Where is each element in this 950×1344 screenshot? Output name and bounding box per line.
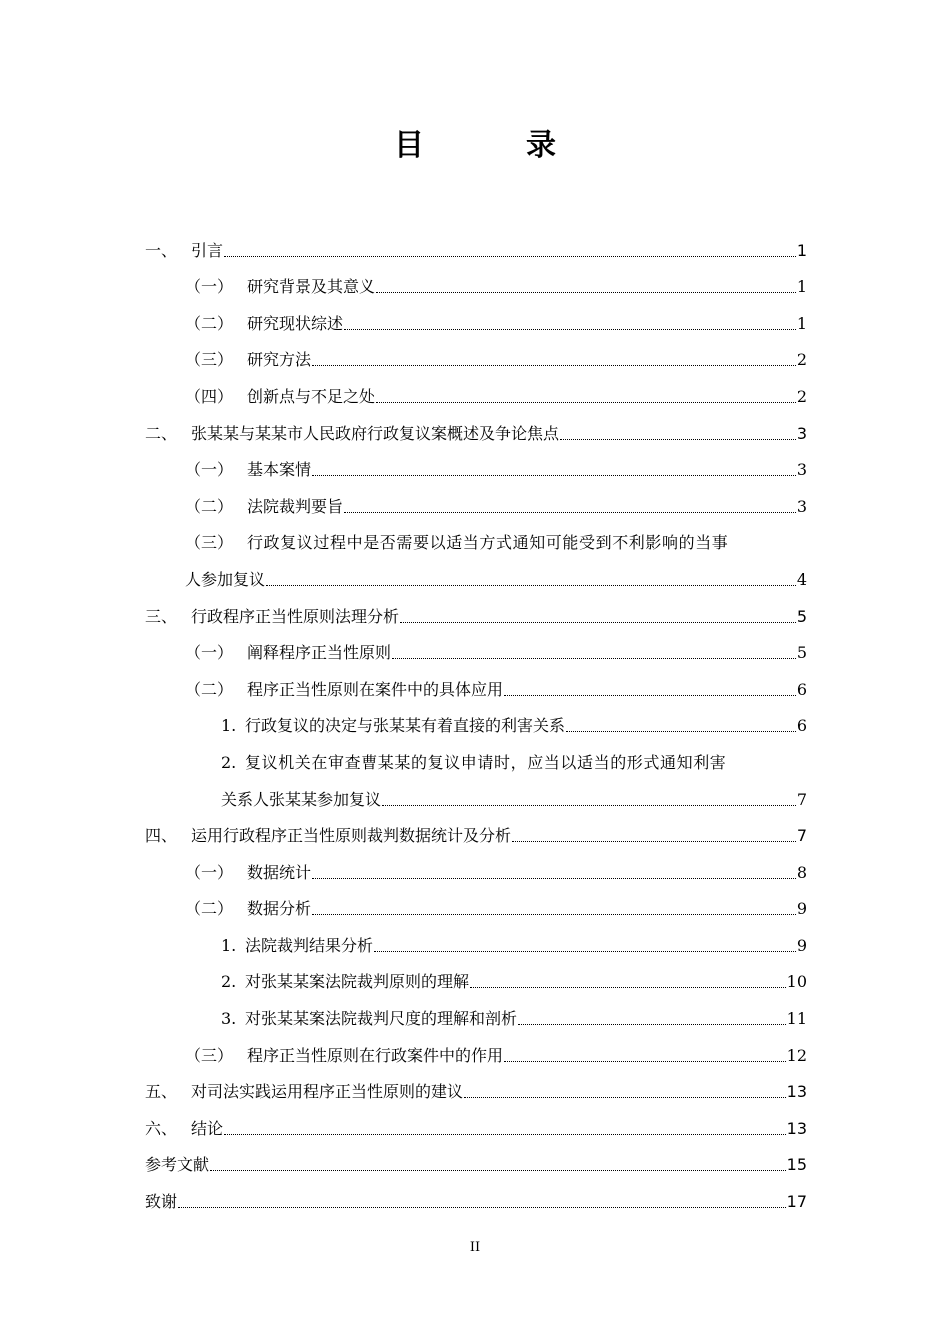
toc-entry[interactable] xyxy=(145,517,807,554)
dot-leader xyxy=(224,1134,786,1135)
toc-number: （四） xyxy=(185,386,234,406)
toc-number: （二） xyxy=(185,899,234,919)
toc-number: 六、 xyxy=(145,1118,178,1138)
toc-text: 研究背景及其意义 xyxy=(247,277,376,297)
toc-page: 7 xyxy=(796,789,807,809)
dot-leader xyxy=(504,695,796,696)
dot-leader xyxy=(344,329,796,330)
toc-page: 15 xyxy=(786,1155,807,1175)
toc-page: 5 xyxy=(796,643,807,663)
dot-leader xyxy=(504,1061,786,1062)
toc-entry[interactable] xyxy=(145,261,807,298)
toc-entry[interactable] xyxy=(145,444,807,481)
toc-number: 一、 xyxy=(145,240,178,260)
dot-leader xyxy=(470,987,786,988)
toc-text: 结论 xyxy=(191,1118,224,1138)
toc-entry[interactable] xyxy=(145,992,807,1029)
dot-leader xyxy=(392,658,796,659)
toc-text: 行政复议过程中是否需要以适当方式通知可能受到不利影响的当事 xyxy=(247,533,729,553)
toc-page: 10 xyxy=(786,972,807,992)
toc-number: （二） xyxy=(185,313,234,333)
toc-text: 研究现状综述 xyxy=(247,313,344,333)
dot-leader xyxy=(376,292,796,293)
toc-entry[interactable] xyxy=(145,700,807,737)
toc-text: 对司法实践运用程序正当性原则的建议 xyxy=(191,1082,464,1102)
toc-text: 研究方法 xyxy=(247,350,312,370)
toc-text: 致谢 xyxy=(145,1192,178,1212)
toc-number: 2. xyxy=(221,752,237,772)
toc-page: 8 xyxy=(796,862,807,882)
toc-text: 数据分析 xyxy=(247,899,312,919)
dot-leader xyxy=(312,914,796,915)
toc-number: （三） xyxy=(185,1045,234,1065)
toc-page: 17 xyxy=(786,1192,807,1212)
toc-entry[interactable] xyxy=(145,736,807,773)
dot-leader xyxy=(178,1207,786,1208)
page-title: 目 录 xyxy=(394,128,592,163)
dot-leader xyxy=(566,731,796,732)
toc-text: 程序正当性原则在案件中的具体应用 xyxy=(247,679,504,699)
toc-text: 复议机关在审查曹某某的复议申请时，应当以适当的形式通知利害 xyxy=(245,752,727,772)
toc-page: 9 xyxy=(796,899,807,919)
toc-entry[interactable] xyxy=(145,407,807,444)
toc-entry[interactable] xyxy=(145,297,807,334)
toc-page: 1 xyxy=(796,313,807,333)
toc-page: 6 xyxy=(796,716,807,736)
toc-number: （二） xyxy=(185,496,234,516)
toc-text: 阐释程序正当性原则 xyxy=(247,643,392,663)
dot-leader xyxy=(518,1024,786,1025)
toc-entry-continued[interactable] xyxy=(145,553,807,590)
toc-page: 2 xyxy=(796,386,807,406)
toc-page: 3 xyxy=(796,423,807,443)
toc-entry[interactable] xyxy=(145,480,807,517)
dot-leader xyxy=(374,951,796,952)
toc-number: 1. xyxy=(221,935,237,955)
toc-page: 1 xyxy=(796,240,807,260)
toc-text: 张某某与某某市人民政府行政复议案概述及争论焦点 xyxy=(191,423,560,443)
dot-leader xyxy=(312,878,796,879)
toc-number: 1. xyxy=(221,716,237,736)
dot-leader xyxy=(266,585,796,586)
toc-text: 法院裁判要旨 xyxy=(247,496,344,516)
toc-entry[interactable] xyxy=(145,1029,807,1066)
toc-text: 对张某某案法院裁判原则的理解 xyxy=(245,972,470,992)
toc-number: 二、 xyxy=(145,423,178,443)
toc-entry[interactable] xyxy=(145,956,807,993)
toc-page: 6 xyxy=(796,679,807,699)
toc-page: 1 xyxy=(796,277,807,297)
toc-page: 12 xyxy=(786,1045,807,1065)
toc-page: 7 xyxy=(796,826,807,846)
dot-leader xyxy=(512,841,796,842)
toc-entry[interactable] xyxy=(145,627,807,664)
dot-leader xyxy=(312,475,796,476)
toc-entry[interactable] xyxy=(145,334,807,371)
toc-number: （三） xyxy=(185,533,234,553)
toc-entry[interactable] xyxy=(145,370,807,407)
toc-text: 基本案情 xyxy=(247,460,312,480)
dot-leader xyxy=(210,1170,786,1171)
toc-entry-continued[interactable] xyxy=(145,773,807,810)
toc-text-continued: 关系人张某某参加复议 xyxy=(221,789,382,809)
dot-leader xyxy=(312,365,796,366)
toc-text: 对张某某案法院裁判尺度的理解和剖析 xyxy=(245,1009,518,1029)
toc-text: 数据统计 xyxy=(247,862,312,882)
toc-number: 五、 xyxy=(145,1082,178,1102)
toc-number: （一） xyxy=(185,643,234,663)
toc-entry[interactable] xyxy=(145,1139,807,1176)
dot-leader xyxy=(376,402,796,403)
toc-number: 3. xyxy=(221,1009,237,1029)
toc-text: 程序正当性原则在行政案件中的作用 xyxy=(247,1045,504,1065)
toc-page: 11 xyxy=(786,1009,807,1029)
dot-leader xyxy=(382,805,796,806)
toc-page: 2 xyxy=(796,350,807,370)
toc-entry[interactable] xyxy=(145,590,807,627)
toc-number: （一） xyxy=(185,862,234,882)
toc-text: 创新点与不足之处 xyxy=(247,386,376,406)
toc-page: 5 xyxy=(796,606,807,626)
toc-entry[interactable] xyxy=(145,1066,807,1103)
toc-text: 引言 xyxy=(191,240,224,260)
toc-page: 3 xyxy=(796,496,807,516)
toc-text: 法院裁判结果分析 xyxy=(245,935,374,955)
toc-entry[interactable] xyxy=(145,883,807,920)
toc-number: （一） xyxy=(185,460,234,480)
dot-leader xyxy=(224,256,796,257)
toc-entry[interactable] xyxy=(145,663,807,700)
toc-entry[interactable] xyxy=(145,919,807,956)
toc-page: 3 xyxy=(796,460,807,480)
toc-number: 2. xyxy=(221,972,237,992)
page-number: II xyxy=(469,1240,481,1255)
toc-entry[interactable] xyxy=(145,1102,807,1139)
toc-entry[interactable] xyxy=(145,1175,807,1212)
toc-number: （三） xyxy=(185,350,234,370)
toc-page: 13 xyxy=(786,1082,807,1102)
toc-page: 4 xyxy=(796,569,807,589)
toc-list xyxy=(145,224,807,1212)
toc-number: 四、 xyxy=(145,826,178,846)
toc-number: （一） xyxy=(185,277,234,297)
toc-number: （二） xyxy=(185,679,234,699)
toc-text-continued: 人参加复议 xyxy=(185,569,266,589)
toc-text: 行政复议的决定与张某某有着直接的利害关系 xyxy=(245,716,566,736)
toc-page: 13 xyxy=(786,1118,807,1138)
toc-entry[interactable] xyxy=(145,224,807,261)
dot-leader xyxy=(400,622,796,623)
toc-text: 运用行政程序正当性原则裁判数据统计及分析 xyxy=(191,826,512,846)
dot-leader xyxy=(560,439,796,440)
toc-text: 行政程序正当性原则法理分析 xyxy=(191,606,400,626)
dot-leader xyxy=(344,512,796,513)
toc-entry[interactable] xyxy=(145,846,807,883)
toc-text: 参考文献 xyxy=(145,1155,210,1175)
toc-entry[interactable] xyxy=(145,810,807,847)
dot-leader xyxy=(464,1097,786,1098)
toc-number: 三、 xyxy=(145,606,178,626)
toc-page: 9 xyxy=(796,935,807,955)
